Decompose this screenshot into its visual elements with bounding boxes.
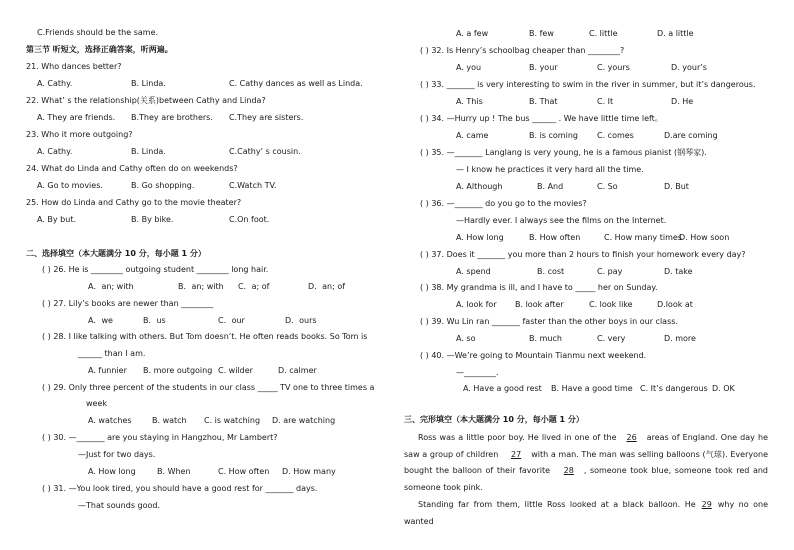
option-24a[interactable]: A. Go to movies. (37, 181, 103, 190)
question-21: 21. Who dances better? (26, 62, 122, 71)
option-24c[interactable]: C.Watch TV. (229, 181, 277, 190)
option-29c[interactable]: C. is watching (204, 416, 261, 425)
cloze-text: with a man. The man was selling balloons (气球). Everyone bought the balloon of their favorite (404, 449, 769, 476)
option-33c[interactable]: C. It (597, 97, 614, 106)
option-36a[interactable]: A. How long (456, 233, 504, 242)
section-heading: 第三节 听短文，选择正确答案，听两遍。 (26, 45, 173, 54)
option-39b[interactable]: B. much (529, 334, 562, 343)
question-31: ( ) 31. —You look tired, you should have a good rest for _______ days. (42, 484, 318, 493)
option-31d[interactable]: D. a little (657, 29, 694, 38)
option-37b[interactable]: B. cost (537, 267, 565, 276)
cloze-text: Standing far from them, little Ross looked at a black balloon. He (418, 500, 696, 509)
option-26a[interactable]: A．an; with (88, 282, 134, 291)
option-39c[interactable]: C. very (597, 334, 626, 343)
question-24: 24. What do Linda and Cathy often do on weekends? (26, 164, 238, 173)
blank-26[interactable]: 26 (626, 433, 637, 442)
option-35c[interactable]: C. So (597, 182, 618, 191)
option-40c[interactable]: C. It’s dangerous (640, 384, 708, 393)
option-35d[interactable]: D. But (664, 182, 689, 191)
option-33b[interactable]: B. That (529, 97, 558, 106)
question-31-cont: —That sounds good. (78, 501, 161, 510)
option-31b[interactable]: B. few (529, 29, 554, 38)
question-37: ( ) 37. Does it _______ you more than 2 hours to finish your homework every day? (420, 250, 746, 259)
option-21b[interactable]: B. Linda. (131, 79, 166, 88)
cloze-paragraph (404, 430, 768, 496)
question-22: 22. What’ s the relationship(关系)between Cathy and Linda? (26, 96, 266, 105)
option-30b[interactable]: B. When (157, 467, 191, 476)
option-26b[interactable]: B．an; with (178, 282, 224, 291)
option-27d[interactable]: D．ours (285, 316, 317, 325)
option-30a[interactable]: A. How long (88, 467, 136, 476)
option-38c[interactable]: C. look like (589, 300, 633, 309)
option-29a[interactable]: A. watches (88, 416, 132, 425)
option-22c[interactable]: C.They are sisters. (229, 113, 304, 122)
option-36d[interactable]: D. How soon (679, 233, 730, 242)
question-29-cont: week (86, 399, 108, 408)
question-32: ( ) 32. Is Henry’s schoolbag cheaper than ________? (420, 46, 625, 55)
option-30d[interactable]: D. How many (282, 467, 336, 476)
cloze-text: areas of England. One day he saw a group of children (404, 433, 769, 459)
option-38a[interactable]: A. look for (456, 300, 497, 309)
option-38d[interactable]: D.look at (657, 300, 693, 309)
option-21c[interactable]: C. Cathy dances as well as Linda. (229, 79, 363, 88)
blank-29[interactable]: 29 (701, 500, 712, 509)
blank-27[interactable]: 27 (511, 449, 522, 459)
option-39d[interactable]: D. more (664, 334, 696, 343)
option-37a[interactable]: A. spend (456, 267, 491, 276)
option-37d[interactable]: D. take (664, 267, 693, 276)
option-34b[interactable]: B. is coming (529, 131, 578, 140)
option-25c[interactable]: C.On foot. (229, 215, 270, 224)
option-28d[interactable]: D. calmer (278, 366, 317, 375)
option-26d[interactable]: D．an; of (308, 282, 346, 291)
option-38b[interactable]: B. look after (515, 300, 564, 309)
option-23a[interactable]: A. Cathy. (37, 147, 73, 156)
option-28c[interactable]: C. wilder (218, 366, 253, 375)
question-40-cont: —________. (456, 368, 499, 377)
option-40d[interactable]: D. OK (712, 384, 735, 393)
option-30c[interactable]: C. How often (218, 467, 270, 476)
option-33d[interactable]: D. He (671, 97, 694, 106)
option-37c[interactable]: C. pay (597, 267, 623, 276)
cloze-text: Ross was a little poor boy. He lived in one of the (418, 433, 617, 442)
option-27c[interactable]: C．our (218, 316, 245, 325)
cloze-text: why no one wanted (404, 500, 768, 526)
question-23: 23. Who it more outgoing? (26, 130, 133, 139)
question-36: ( ) 36. —_______ do you go to the movies? (420, 199, 587, 208)
question-30: ( ) 30. —_______ are you staying in Hangzhou, Mr Lambert? (42, 433, 278, 442)
option-29d[interactable]: D. are watching (272, 416, 336, 425)
option-36b[interactable]: B. How often (529, 233, 581, 242)
question-35-cont: — I know he practices it very hard all the time. (456, 165, 644, 174)
option-35a[interactable]: A. Although (456, 182, 503, 191)
question-26: ( ) 26. He is ________ outgoing student ________ long hair. (42, 265, 269, 274)
question-28: ( ) 28. I like talking with others. But Tom doesn’t. He often reads books. So Tom is (42, 332, 368, 341)
option-35b[interactable]: B. And (537, 182, 564, 191)
option-40a[interactable]: A. Have a good rest (463, 384, 542, 393)
option-27b[interactable]: B．us (143, 316, 166, 325)
option-24b[interactable]: B. Go shopping. (131, 181, 195, 190)
option-40b[interactable]: B. Have a good time (551, 384, 633, 393)
question-35: ( ) 35. —_______ Langlang is very young, he is a famous pianist (钢琴家). (420, 148, 707, 157)
question-38: ( ) 38. My grandma is ill, and I have to _____ her on Sunday. (420, 283, 658, 292)
option-31c[interactable]: C. little (589, 29, 618, 38)
option-line: C.Friends should be the same. (37, 28, 159, 37)
option-34d[interactable]: D.are coming (664, 131, 718, 140)
option-25b[interactable]: B. By bike. (131, 215, 174, 224)
option-21a[interactable]: A. Cathy. (37, 79, 73, 88)
option-22a[interactable]: A. They are friends. (37, 113, 116, 122)
question-34: ( ) 34. —Hurry up ! The bus ______ . We have little time left。 (420, 114, 663, 123)
option-23c[interactable]: C.Cathy’ s cousin. (229, 147, 301, 156)
option-25a[interactable]: A. By but. (37, 215, 77, 224)
option-39a[interactable]: A. so (456, 334, 476, 343)
question-33: ( ) 33. _______ is very interesting to swim in the river in summer, but it’s dangerous. (420, 80, 756, 89)
question-40: ( ) 40. —We’re going to Mountain Tianmu next weekend. (420, 351, 647, 360)
option-29b[interactable]: B. watch (152, 416, 187, 425)
option-26c[interactable]: C．a; of (238, 282, 270, 291)
option-28a[interactable]: A. funnier (88, 366, 127, 375)
cloze-paragraph-2 (404, 497, 768, 530)
option-34a[interactable]: A. came (456, 131, 489, 140)
part-heading: 二、选择填空（本大题满分 10 分，每小题 1 分） (26, 249, 206, 258)
option-23b[interactable]: B. Linda. (131, 147, 166, 156)
question-39: ( ) 39. Wu Lin ran _______ faster than the other boys in our class. (420, 317, 678, 326)
cloze-text: , someone took blue, someone took red and someone took pink. (404, 466, 768, 492)
option-32d[interactable]: D. your’s (671, 63, 707, 72)
question-30-cont: —Just for two days. (78, 450, 156, 459)
blank-28[interactable]: 28 (563, 466, 574, 476)
option-32b[interactable]: B. your (529, 63, 558, 72)
option-36c[interactable]: C. How many times (604, 233, 682, 242)
option-22b[interactable]: B.They are brothers. (131, 113, 213, 122)
question-25: 25. How do Linda and Cathy go to the movie theater? (26, 198, 242, 207)
part-heading: 三、完形填空（本大题满分 10 分，每小题 1 分） (404, 415, 584, 424)
option-32c[interactable]: C. yours (597, 63, 630, 72)
option-33a[interactable]: A. This (456, 97, 483, 106)
question-29: ( ) 29. Only three percent of the students in our class _____ TV one to three times a (42, 383, 375, 392)
question-36-cont: —Hardly ever. I always see the films on the Internet. (456, 216, 667, 225)
option-27a[interactable]: A．we (88, 316, 113, 325)
option-31a[interactable]: A. a few (456, 29, 489, 38)
option-32a[interactable]: A. you (456, 63, 482, 72)
option-28b[interactable]: B. more outgoing (143, 366, 213, 375)
option-34c[interactable]: C. comes (597, 131, 634, 140)
question-28-cont: ______ than I am. (78, 349, 146, 358)
question-27: ( ) 27. Lily’s books are newer than ________ (42, 299, 214, 308)
